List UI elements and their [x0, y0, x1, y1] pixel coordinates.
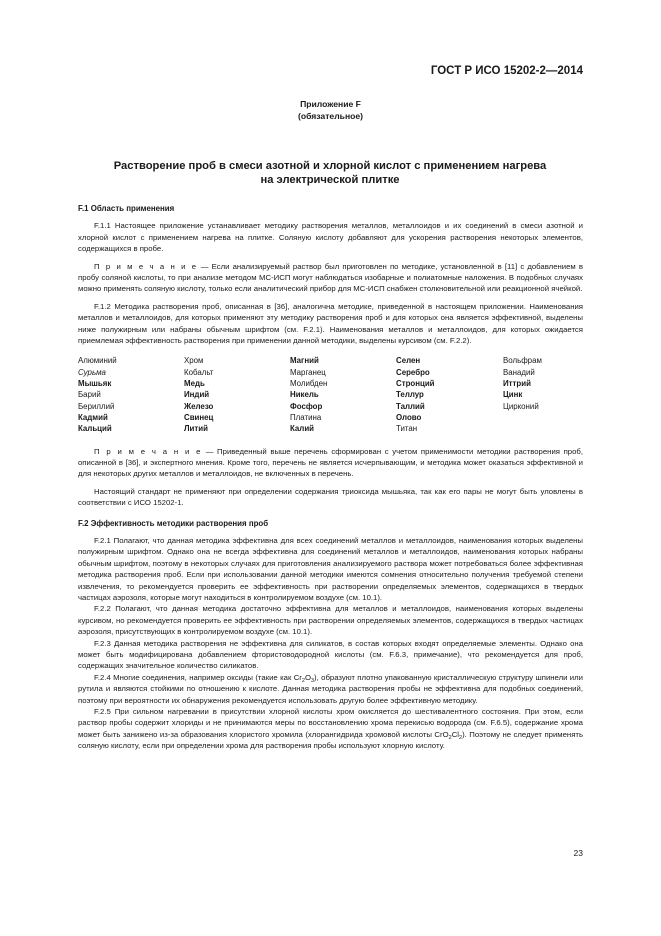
element-name: Кобальт [184, 367, 214, 377]
document-body [78, 203, 583, 752]
element-name: Стронций [396, 379, 435, 389]
paragraph-f2-2: F.2.2 Полагают, что данная методика достаточно эффективна для металлов и металлоидов, наименования которых выделены курсивом, но рекомендуется проверить ее эффективность при растворении определяемых элементов, содержащихся в твердых частицах аэрозоля, присутствующих в контролируемом воздухе (см. 10.1). [78, 604, 583, 637]
element-name: Олово [396, 412, 422, 422]
element-name [503, 412, 583, 423]
section-heading-f1: F.1 Область применения [78, 204, 175, 213]
element-name: Никель [290, 390, 319, 400]
paragraph-f2-1: F.2.1 Полагают, что данная методика эффективна для всех соединений металлов и металлоидов, наименования которых выделены полужирным шрифтом. Однако она не всегда эффективна для соединений металлов и металлоидов, наименования которых набраны обычным шрифтом, поэтому в некоторых случаях для приготовления анализируемого раствора может потребоваться более эффективная методика растворения проб. Если при использовании данной методики имеются сомнения относительно получения требуемой степени извлечения, то рекомендуется проверить ее эффективность при растворении определяемых элементов, содержащихся в твердых частицах аэрозоля, которые могут находиться в контролируемом воздухе (см. 10.1). [78, 535, 583, 603]
element-name: Литий [184, 424, 208, 434]
element-name: Теллур [396, 390, 424, 400]
element-name: Ванадий [503, 367, 535, 377]
element-name: Вольфрам [503, 356, 542, 366]
note-text: — Приведенный выше перечень сформирован с учетом применимости методики растворения проб, описанной в [36], и экспертного мнения. Кроме того, перечень не является исчерпывающим, и методика может оказаться эффективной и для некоторых других металлов и металлоидов, не включенных в перечень. [78, 446, 583, 479]
annex-heading [0, 98, 661, 122]
element-name: Цинк [503, 390, 523, 400]
title-line-1: Растворение проб в смеси азотной и хлорной кислот с применением нагрева [113, 160, 547, 172]
element-name: Иттрий [503, 379, 531, 389]
elements-list [78, 355, 583, 434]
document-id: ГОСТ Р ИСО 15202-2—2014 [430, 65, 583, 77]
annex-title [80, 160, 580, 187]
paragraph-f2-5: F.2.5 При сильном нагревании в присутствии хлорной кислоты хром окисляется до шестивалентного состояния. При этом, если раствор пробы содержит хлориды и не принимаются меры по восстановлению хрома перекисью водорода (см. F.6.5), содержание хрома может быть занижено из-за образования хлористого хромила (хлорангидрида хромовой кислоты $CrO_2Cl_2$). Поэтому не следует применять соляную кислоту, если при определении хрома для растворения пробы используют хлорную кислоту. [78, 707, 583, 751]
note-1 [78, 261, 583, 295]
element-name: Калий [290, 424, 315, 434]
element-name: Кадмий [78, 412, 108, 422]
paragraph-f2-3: F.2.3 Данная методика растворения не эффективна для силикатов, в состав которых входят определяемые элементы. Однако она может быть модифицирована добавлением фтористоводородной кислоты (см. F.6.3, примечание), что рекомендуется для проб, содержащих значительное количество силикатов. [78, 638, 583, 671]
element-name [503, 423, 583, 434]
annex-label: Приложение F [300, 99, 361, 109]
element-name: Титан [396, 424, 418, 434]
note-label: П р и м е ч а н и е [94, 446, 203, 456]
element-name: Платина [290, 412, 322, 422]
page-number: 23 [573, 848, 583, 858]
annex-status: (обязательное) [297, 111, 364, 121]
element-name: Селен [396, 356, 421, 366]
element-name: Барий [78, 390, 101, 400]
paragraph-f1-1: F.1.1 Настоящее приложение устанавливает методику растворения металлов, металлоидов и их соединений в смеси азотной и хлорной кислот с применением нагрева на плитке. Соляную кислоту добавляют для ускорения растворения некоторых элементов, содержащихся в пробе. [78, 221, 583, 254]
element-name: Свинец [184, 412, 214, 422]
element-name: Индий [184, 390, 210, 400]
element-name: Сурьма [78, 367, 106, 377]
note-2 [78, 446, 583, 480]
element-name: Таллий [396, 401, 425, 411]
paragraph-arsenic-trioxide: Настоящий стандарт не применяют при определении содержания триоксида мышьяка, так как его пары не могут быть уловлены в соответствии с ИСО 15202-1. [78, 486, 583, 508]
section-heading-f2: F.2 Эффективность методики растворения проб [78, 518, 269, 528]
element-name: Магний [290, 356, 319, 366]
element-name: Фосфор [290, 401, 323, 411]
element-name: Молибден [290, 379, 328, 389]
title-line-2: на электрической плитке [260, 173, 400, 186]
element-name: Марганец [290, 367, 326, 377]
element-name: Кальций [78, 424, 112, 434]
paragraph-f2-4: F.2.4 Многие соединения, например оксиды (такие как $Cr_2O_3$), образуют плотно упакованную кристаллическую структуру шпинели или рутила и являются стойкими по отношению к кислоте. Данная методика растворения пробы не эффективна для подобных соединений, поэтому при вероятности их обнаружения рекомендуется использовать другую более эффективную методику. [78, 672, 583, 705]
note-text: — Если анализируемый раствор был приготовлен по методике, установленной в [11] с добавлением в пробу соляной кислоты, то при анализе методом МС-ИСП могут наблюдаться изобарные и полиатомные наложения. В подобных случаях можно применять соляную кислоту, только если аналитический прибор для МС-ИСП снабжен столкновительной или реакционной ячейкой. [78, 261, 583, 294]
element-name: Хром [184, 356, 204, 366]
paragraph-f1-2: F.1.2 Методика растворения проб, описанная в [36], аналогична методике, приведенной в настоящем приложении. Наименования металлов и металлоидов, для которых применяют эту методику растворения проб и для которых она является эффективной, выделены ниже полужирным или набраны обычным шрифтом (см. F.2.1). Наименования металлов и металлоидов, для которых ожидается приемлемая эффективность растворения при применении данной методики, выделены курсивом (см. F.2.2). [78, 301, 583, 346]
element-name: Алюминий [78, 356, 117, 366]
element-name: Бериллий [78, 401, 115, 411]
element-name: Железо [184, 401, 214, 411]
element-name: Мышьяк [78, 379, 112, 389]
element-name: Серебро [396, 367, 430, 377]
element-name: Медь [184, 379, 205, 389]
element-name: Цирконий [503, 401, 539, 411]
note-label: П р и м е ч а н и е [94, 261, 198, 271]
